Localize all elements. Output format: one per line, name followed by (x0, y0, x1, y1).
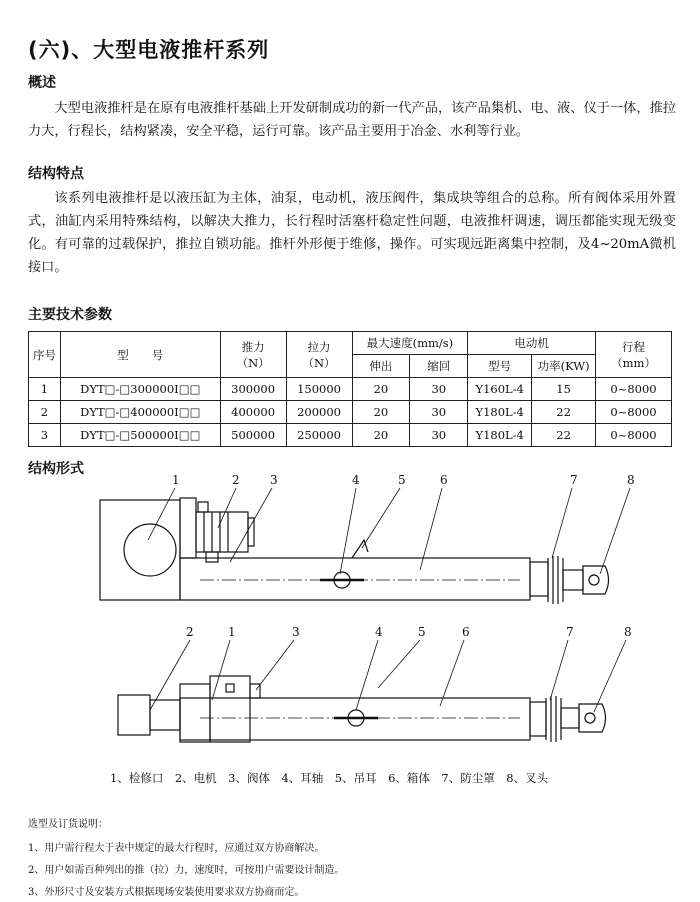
features-heading: 结构特点 (28, 166, 84, 182)
overview-text: 大型电液推杆是在原有电液推杆基础上开发研制成功的新一代产品，该产品集机、电、液、仪于一体，推拉力大，行程长，结构紧凑，安全平稳，运行可靠。该产品主要用于冶金、水利等行业。 (28, 101, 676, 139)
table-row: 2 DYT□-□400000I□□ 400000 200000 20 30 Y180L-4 22 0~8000 (29, 401, 672, 424)
notes-heading: 选型及订货说明： (28, 819, 108, 830)
parts-legend: 1、检修口 2、电机 3、阀体 4、耳轴 5、吊耳 6、箱体 7、防尘罩 8、叉头 (110, 771, 549, 785)
th-motor: 电动机 (468, 332, 596, 355)
callout-bottom-4: 4 (375, 625, 383, 639)
note-item: 3、外形尺寸及安装方式根据现场安装使用要求双方协商而定。 (28, 887, 305, 898)
th-stroke: 行程 （mm） (596, 332, 672, 378)
callout-top-1: 1 (172, 473, 180, 487)
th-speed: 最大速度(mm/s) (352, 332, 468, 355)
callout-top-3: 3 (270, 473, 278, 487)
note-item: 2、用户如需百种列出的推（拉）力，速度时，可按用户需要设计制造。 (28, 865, 345, 876)
table-row: 3 DYT□-□500000I□□ 500000 250000 20 30 Y180L-4 22 0~8000 (29, 424, 672, 447)
callout-bottom-5: 5 (418, 625, 426, 639)
callout-top-7: 7 (570, 473, 578, 487)
callout-top-6: 6 (440, 473, 448, 487)
callout-top-8: 8 (627, 473, 635, 487)
table-row: 1 DYT□-□300000I□□ 300000 150000 20 30 Y160L-4 15 0~8000 (29, 378, 672, 401)
th-push: 推力 （N） (220, 332, 286, 378)
th-model: 型 号 (60, 332, 220, 378)
note-item: 1、用户需行程大于表中规定的最大行程时，应通过双方协商解决。 (28, 843, 325, 854)
callout-top-5: 5 (398, 473, 406, 487)
callout-bottom-7: 7 (566, 625, 574, 639)
params-heading: 主要技术参数 (28, 307, 112, 323)
features-text: 该系列电液推杆是以液压缸为主体，油泵，电动机，液压阀件，集成块等组合的总称。所有阀体采用外置式，油缸内采用特殊结构，以解决大推力，长行程时活塞杆稳定性问题，电液推杆调速，调压都能实现无级变化。有可靠的过载保护，推拉自锁功能。推杆外形便于维修，操作。可实现远距离集中控制，及4~20mA微机接口。 (28, 191, 676, 275)
callout-bottom-2: 2 (186, 625, 194, 639)
bottom-assembly (118, 676, 606, 742)
page-title: (六)、大型电液推杆系列 (28, 38, 270, 62)
callout-top-2: 2 (232, 473, 240, 487)
callout-top-4: 4 (352, 473, 360, 487)
th-power: 功率(KW) (532, 355, 596, 378)
spec-table (28, 331, 672, 447)
structure-diagram (0, 470, 700, 770)
th-retract: 缩回 (410, 355, 468, 378)
th-pull: 拉力 （N） (286, 332, 352, 378)
overview-heading: 概述 (28, 75, 56, 91)
callout-bottom-1: 1 (228, 625, 236, 639)
th-motor-model: 型号 (468, 355, 532, 378)
callout-bottom-3: 3 (292, 625, 300, 639)
top-assembly (100, 498, 609, 604)
th-no: 序号 (29, 332, 61, 378)
th-extend: 伸出 (352, 355, 410, 378)
callout-bottom-6: 6 (462, 625, 470, 639)
callout-bottom-8: 8 (624, 625, 632, 639)
structure-heading: 结构形式 (28, 461, 84, 477)
